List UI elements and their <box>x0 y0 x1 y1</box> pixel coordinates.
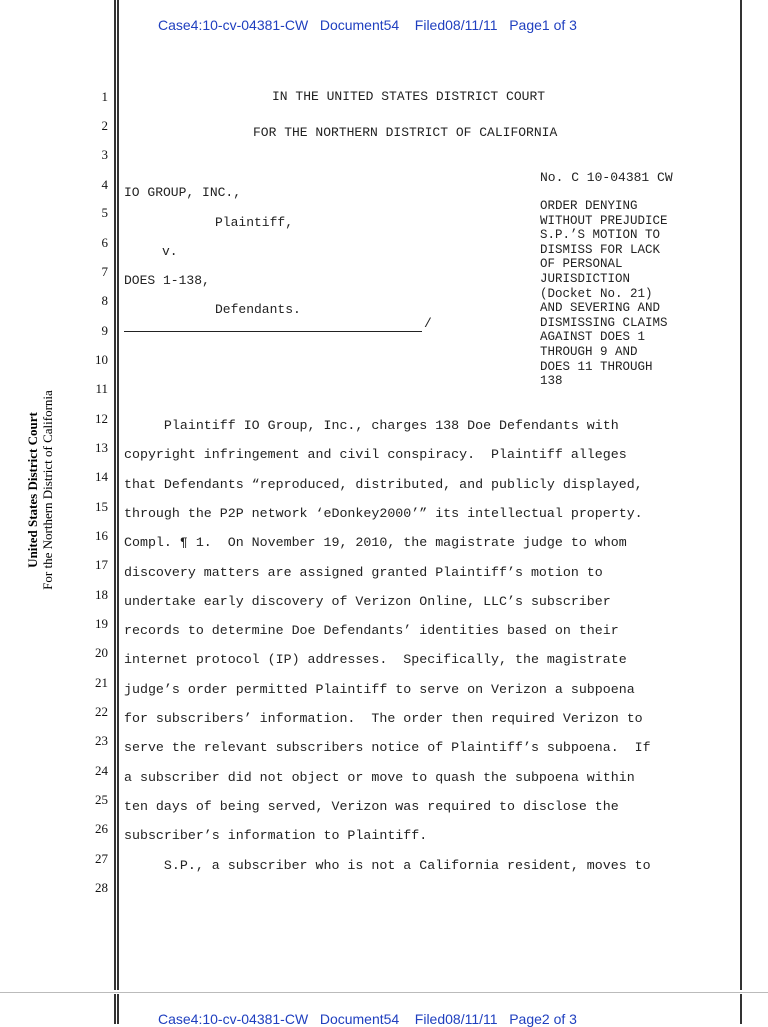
line-number: 19 <box>95 616 108 631</box>
body-line: S.P., a subscriber who is not a California resident, moves to <box>124 857 651 873</box>
order-title-line: AGAINST DOES 1 <box>540 330 646 345</box>
left-margin-rule <box>114 0 116 990</box>
order-title-line: THROUGH 9 AND <box>540 345 638 359</box>
line-number: 3 <box>101 147 108 162</box>
right-margin-rule <box>740 0 742 990</box>
line-number: 5 <box>101 205 108 220</box>
line-number: 23 <box>95 733 108 748</box>
body-line: undertake early discovery of Verizon Online, LLC’s subscriber <box>124 593 611 609</box>
line-number: 21 <box>95 675 108 690</box>
caption-slash: / <box>424 316 432 331</box>
body-line: ten days of being served, Verizon was required to disclose the <box>124 798 619 814</box>
body-line: a subscriber did not object or move to quash the subpoena within <box>124 769 635 785</box>
line-number: 22 <box>95 704 108 719</box>
page2-left-margin-rule-inner <box>117 994 119 1024</box>
line-number: 17 <box>95 557 108 572</box>
plaintiff-role: Plaintiff, <box>215 215 294 230</box>
line-number: 7 <box>101 264 108 279</box>
line-number: 24 <box>95 763 108 778</box>
defendant-name: DOES 1-138, <box>124 273 210 288</box>
line-number: 11 <box>95 381 108 396</box>
page2-left-margin-rule <box>114 994 116 1024</box>
body-line: Compl. ¶ 1. On November 19, 2010, the magistrate judge to whom <box>124 535 627 551</box>
line-number: 6 <box>101 235 108 250</box>
order-title-line: (Docket No. 21) <box>540 286 653 301</box>
defendant-role: Defendants. <box>215 302 301 317</box>
page-separator <box>0 992 768 993</box>
line-number: 13 <box>95 440 108 455</box>
body-line: Plaintiff IO Group, Inc., charges 138 Doe Defendants with <box>124 418 619 433</box>
line-number: 14 <box>95 469 108 484</box>
left-margin-rule-inner <box>117 0 119 990</box>
court-sidebar-district: For the Northern District of California <box>40 390 55 590</box>
order-title-line: 138 <box>540 374 563 389</box>
order-title-line: OF PERSONAL <box>540 257 623 272</box>
line-number: 26 <box>95 821 108 836</box>
body-line: copyright infringement and civil conspiracy. Plaintiff alleges <box>124 447 627 463</box>
line-number: 4 <box>101 177 108 192</box>
versus: v. <box>162 244 178 259</box>
line-number: 10 <box>95 352 108 367</box>
body-line: through the P2P network ‘eDonkey2000’” its intellectual property. <box>124 505 643 521</box>
order-title-line: ORDER DENYING <box>540 199 638 213</box>
body-line: for subscribers’ information. The order then required Verizon to <box>124 711 643 726</box>
line-number: 18 <box>95 587 108 602</box>
line-number: 9 <box>101 323 108 338</box>
line-number: 27 <box>95 851 108 866</box>
line-number: 25 <box>95 792 108 807</box>
line-number: 20 <box>95 645 108 660</box>
body-line: judge’s order permitted Plaintiff to serve on Verizon a subpoena <box>124 681 635 697</box>
page2-right-margin-rule <box>740 994 742 1024</box>
caption-rule <box>124 331 422 332</box>
line-number: 1 <box>101 89 108 104</box>
order-title-line: DISMISSING CLAIMS <box>540 315 668 330</box>
order-title-line: JURISDICTION <box>540 272 631 286</box>
court-title: IN THE UNITED STATES DISTRICT COURT <box>272 89 546 104</box>
body-line: internet protocol (IP) addresses. Specifically, the magistrate <box>124 652 627 668</box>
order-title-line: DOES 11 THROUGH <box>540 359 653 374</box>
order-title-line: AND SEVERING AND <box>540 301 661 316</box>
line-number: 12 <box>95 411 108 426</box>
court-district: FOR THE NORTHERN DISTRICT OF CALIFORNIA <box>253 125 558 140</box>
page2-header: Case4:10-cv-04381-CW Document54 Filed08/11/11 Page2 of 3 <box>158 1011 577 1027</box>
line-number: 16 <box>95 528 108 543</box>
order-title-line: WITHOUT PREJUDICE <box>540 213 668 228</box>
plaintiff-name: IO GROUP, INC., <box>124 185 242 200</box>
line-number: 2 <box>101 118 108 133</box>
order-title-line: DISMISS FOR LACK <box>540 242 661 257</box>
page1-header: Case4:10-cv-04381-CW Document54 Filed08/11/11 Page1 of 3 <box>158 17 577 33</box>
case-number: No. C 10-04381 CW <box>540 170 673 185</box>
body-line: records to determine Doe Defendants’ identities based on their <box>124 623 619 639</box>
body-line: that Defendants “reproduced, distributed, and publicly displayed, <box>124 476 643 492</box>
order-title-line: S.P.’S MOTION TO <box>540 228 661 243</box>
body-line: serve the relevant subscribers notice of Plaintiff’s subpoena. If <box>124 740 651 756</box>
line-number: 28 <box>95 880 108 895</box>
body-line: subscriber’s information to Plaintiff. <box>124 828 428 844</box>
court-sidebar-name: United States District Court <box>25 412 40 568</box>
line-number: 15 <box>95 499 108 514</box>
body-line: discovery matters are assigned granted Plaintiff’s motion to <box>124 564 603 580</box>
line-number: 8 <box>101 293 108 308</box>
